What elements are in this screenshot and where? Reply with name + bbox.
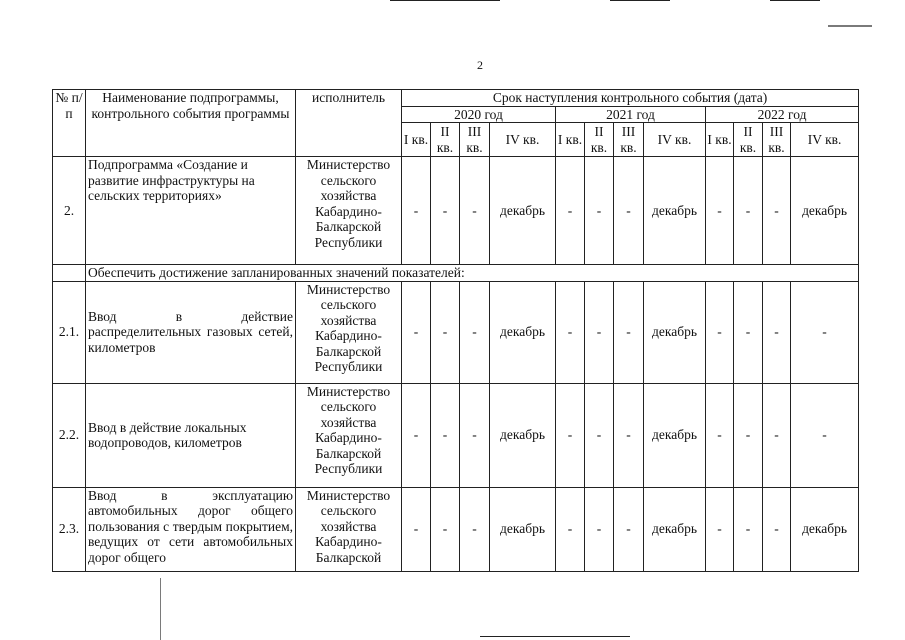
row-quarter-cell: - bbox=[556, 383, 585, 487]
row-quarter-cell: - bbox=[763, 487, 791, 571]
header-quarter: III кв. bbox=[460, 123, 490, 157]
row-quarter-cell: - bbox=[706, 487, 734, 571]
row-quarter-cell: - bbox=[460, 487, 490, 571]
row-quarter-cell: - bbox=[614, 487, 644, 571]
table-row bbox=[53, 383, 859, 487]
row-quarter-cell: - bbox=[763, 281, 791, 383]
section-note-row bbox=[53, 265, 859, 282]
row-quarter-cell: - bbox=[460, 157, 490, 265]
header-year-2022: 2022 год bbox=[706, 106, 859, 123]
header-quarter: I кв. bbox=[706, 123, 734, 157]
row-quarter-cell: - bbox=[706, 157, 734, 265]
row-executor: Министерство сельского хозяйства Кабардино-Балкарской bbox=[296, 487, 402, 571]
row-quarter-cell: - bbox=[763, 157, 791, 265]
row-quarter-cell: - bbox=[431, 383, 460, 487]
row-quarter-cell: - bbox=[402, 383, 431, 487]
row-name: Ввод в действие локальных водопроводов, километров bbox=[86, 383, 296, 487]
row-quarter-cell: - bbox=[556, 281, 585, 383]
row-quarter-cell: - bbox=[734, 281, 763, 383]
row-quarter-cell: декабрь bbox=[490, 157, 556, 265]
section-note: Обеспечить достижение запланированных значений показателей: bbox=[86, 265, 859, 282]
row-quarter-cell: - bbox=[556, 157, 585, 265]
page-number: 2 bbox=[477, 58, 483, 72]
row-quarter-cell: декабрь bbox=[791, 487, 859, 571]
row-quarter-cell: - bbox=[460, 281, 490, 383]
header-quarter: IV кв. bbox=[644, 123, 706, 157]
scan-mark-top-3 bbox=[770, 0, 820, 1]
row-quarter-cell: - bbox=[734, 383, 763, 487]
row-name: Ввод в действие распределительных газовых сетей, километров bbox=[86, 281, 296, 383]
row-quarter-cell: декабрь bbox=[791, 157, 859, 265]
control-events-table bbox=[52, 89, 859, 572]
row-quarter-cell: - bbox=[585, 281, 614, 383]
row-num: 2.3. bbox=[53, 487, 86, 571]
row-quarter-cell: - bbox=[791, 383, 859, 487]
scan-mark-bottom bbox=[480, 636, 630, 637]
header-quarter: IV кв. bbox=[490, 123, 556, 157]
row-num: 2.2. bbox=[53, 383, 86, 487]
row-quarter-cell: - bbox=[614, 383, 644, 487]
scan-mark-vertical bbox=[160, 578, 161, 640]
header-quarter: III кв. bbox=[614, 123, 644, 157]
row-quarter-cell: - bbox=[763, 383, 791, 487]
header-quarter: II кв. bbox=[431, 123, 460, 157]
row-quarter-cell: - bbox=[585, 487, 614, 571]
row-quarter-cell: декабрь bbox=[644, 383, 706, 487]
row-name: Подпрограмма «Создание и развитие инфраструктуры на сельских территориях» bbox=[86, 157, 296, 265]
row-quarter-cell: декабрь bbox=[490, 383, 556, 487]
header-quarter: I кв. bbox=[402, 123, 431, 157]
row-quarter-cell: - bbox=[706, 281, 734, 383]
header-row-1 bbox=[53, 90, 859, 107]
header-num: № п/п bbox=[53, 90, 86, 157]
header-year-2020: 2020 год bbox=[402, 106, 556, 123]
row-executor: Министерство сельского хозяйства Кабардино-Балкарской Республики bbox=[296, 157, 402, 265]
row-quarter-cell: - bbox=[585, 383, 614, 487]
header-year-2021: 2021 год bbox=[556, 106, 706, 123]
row-quarter-cell: - bbox=[706, 383, 734, 487]
section-note-spacer bbox=[53, 265, 86, 282]
scan-mark-corner bbox=[828, 25, 872, 27]
header-quarter: I кв. bbox=[556, 123, 585, 157]
row-quarter-cell: - bbox=[585, 157, 614, 265]
row-quarter-cell: - bbox=[734, 487, 763, 571]
row-quarter-cell: - bbox=[614, 157, 644, 265]
row-name: Ввод в эксплуатацию автомобильных дорог общего пользования с твердым покрытием, ведущих от сети автомобильных дорог общего bbox=[86, 487, 296, 571]
row-quarter-cell: декабрь bbox=[644, 157, 706, 265]
row-quarter-cell: - bbox=[402, 487, 431, 571]
row-num: 2. bbox=[53, 157, 86, 265]
row-quarter-cell: - bbox=[614, 281, 644, 383]
row-quarter-cell: - bbox=[431, 157, 460, 265]
row-quarter-cell: - bbox=[791, 281, 859, 383]
header-name: Наименование подпрограммы, контрольного события программы bbox=[86, 90, 296, 157]
row-quarter-cell: - bbox=[460, 383, 490, 487]
header-quarter: II кв. bbox=[585, 123, 614, 157]
header-quarter: IV кв. bbox=[791, 123, 859, 157]
row-quarter-cell: декабрь bbox=[644, 487, 706, 571]
table-row bbox=[53, 281, 859, 383]
row-quarter-cell: - bbox=[556, 487, 585, 571]
scan-mark-top-2 bbox=[610, 0, 670, 1]
row-quarter-cell: декабрь bbox=[644, 281, 706, 383]
row-quarter-cell: - bbox=[402, 281, 431, 383]
row-num: 2.1. bbox=[53, 281, 86, 383]
header-executor: исполнитель bbox=[296, 90, 402, 157]
table-row bbox=[53, 487, 859, 571]
header-quarter: II кв. bbox=[734, 123, 763, 157]
table-row bbox=[53, 157, 859, 265]
row-executor: Министерство сельского хозяйства Кабардино-Балкарской Республики bbox=[296, 281, 402, 383]
row-quarter-cell: декабрь bbox=[490, 281, 556, 383]
header-deadline: Срок наступления контрольного события (дата) bbox=[402, 90, 859, 107]
row-quarter-cell: декабрь bbox=[490, 487, 556, 571]
row-executor: Министерство сельского хозяйства Кабардино-Балкарской Республики bbox=[296, 383, 402, 487]
scan-mark-top-1 bbox=[390, 0, 500, 1]
row-quarter-cell: - bbox=[431, 281, 460, 383]
row-quarter-cell: - bbox=[402, 157, 431, 265]
row-quarter-cell: - bbox=[431, 487, 460, 571]
header-quarter: III кв. bbox=[763, 123, 791, 157]
row-quarter-cell: - bbox=[734, 157, 763, 265]
